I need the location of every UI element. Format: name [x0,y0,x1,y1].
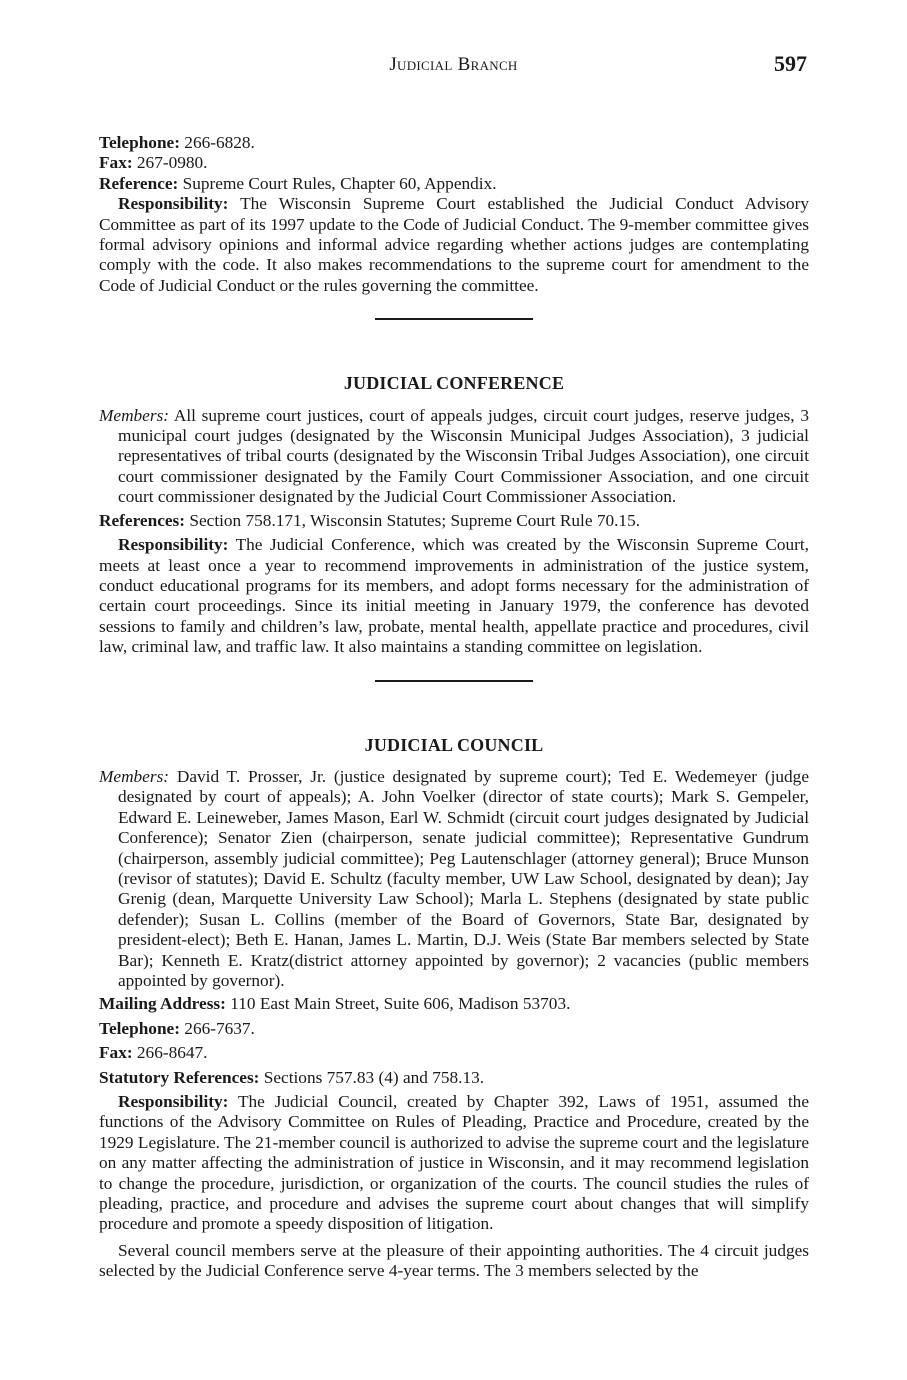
responsibility-label: Responsibility: [118,194,229,214]
mailing-label: Mailing Address: [99,994,226,1014]
fax-value: 266-8647. [132,1043,208,1063]
telephone-value: 266-6828. [179,133,255,152]
council-statutory-references [99,1068,809,1088]
section-heading: JUDICIAL CONFERENCE [343,373,565,394]
responsibility-text: The Judicial Conference, which was created by the Wisconsin Supreme Court, meets at least once a year to recommend improvements in administration of the justice system, conduct educational programs for its members, and adopt forms necessary for the administration of certain court proceedings. Since its initial meeting in January 1979, the conference has devoted sessions to family and children’s law, probate, mental health, appellate practice and procedures, civil law, criminal law, and traffic law. It also maintains a standing committee on legislation. [99,535,809,657]
council-members [99,767,809,991]
responsibility-label: Responsibility: [118,535,229,555]
advisory-responsibility [99,194,809,296]
council-responsibility [99,1092,809,1235]
advisory-reference [99,174,809,194]
references-value: Section 758.171, Wisconsin Statutes; Supreme Court Rule 70.15. [185,510,641,530]
council-mailing-address [99,994,809,1014]
responsibility-text: The Wisconsin Supreme Court established the Judicial Conduct Advisory Committee as part of its 1997 update to the Code of Judicial Conduct. The 9-member committee gives formal advisory opinions and informal advice regarding whether actions judges are contemplating comply with the code. It also makes recommendations to the supreme court for amendment to the Code of Judicial Conduct or the rules governing the committee. [99,194,809,295]
reference-label: Reference: [99,173,179,193]
section-heading: JUDICIAL COUNCIL [364,734,544,755]
conference-references [99,511,809,531]
telephone-label: Telephone: [99,1018,180,1038]
mailing-value: 110 East Main Street, Suite 606, Madison 53703. [225,994,571,1014]
fax-label: Fax: [99,153,133,173]
references-label: References: [99,510,186,530]
running-head [0,51,907,84]
telephone-label: Telephone: [99,133,180,152]
members-text: All supreme court justices, court of appeals judges, circuit court judges, reserve judges, 3 municipal court judges (designated by the Wisconsin Municipal Judges Association), 3 judicial representatives of tribal courts (designated by the Wisconsin Tribal Judges Association), one circuit court commissioner designated by the Family Court Commissioner Association, and one circuit court commissioner designated by the Judicial Court Commissioner Association. [118,405,809,507]
responsibility-text: The Judicial Council, created by Chapter 392, Laws of 1951, assumed the functions of the Advisory Committee on Rules of Pleading, Practice and Procedure, created by the 1929 Legislature. The 21-member council is authorized to advise the supreme court and the legislature on any matter affecting the administration of justice in Wisconsin, and it may recommend legislation to change the procedure, jurisdiction, or organization of the courts. The council studies the rules of pleading, practice, and procedure and advises the supreme court about changes that will simplify procedure and promote a speedy disposition of litigation. [99,1092,809,1234]
statutory-label: Statutory References: [99,1067,260,1087]
advisory-committee-section [99,133,809,320]
members-label: Members: [99,766,170,786]
advisory-fax [99,153,809,173]
statutory-value: Sections 757.83 (4) and 758.13. [259,1067,485,1087]
council-continuation: Several council members serve at the pleasure of their appointing authorities. The 4 circuit judges selected by the Judicial Conference serve 4-year terms. The 3 members selected by the [99,1240,809,1281]
page-body [99,133,809,1282]
advisory-telephone [99,133,809,153]
telephone-value: 266-7637. [179,1018,255,1038]
reference-value: Supreme Court Rules, Chapter 60, Appendix. [178,173,497,193]
judicial-conference-section [99,373,809,681]
section-divider [375,318,533,320]
responsibility-label: Responsibility: [118,1092,229,1112]
members-text: David T. Prosser, Jr. (justice designated by supreme court); Ted E. Wedemeyer (judge designated by court of appeals); A. John Voelker (director of state courts); Mark S. Gempeler, Edward E. Leineweber, James Mason, Earl W. Schmidt (circuit court judges designated by Judicial Conference); Senator Zien (chairperson, senate judicial committee); Representative Gundrum (chairperson, assembly judicial committee); Peg Lautenschlager (attorney general); Bruce Munson (revisor of statutes); David E. Schultz (faculty member, UW Law School, designated by dean); Jay Grenig (dean, Marquette University Law School); Marla L. Stephens (designated by state public defender); Susan L. Collins (member of the Board of Governors, State Bar, designated by president-elect); Beth E. Hanan, James L. Martin, D.J. Weis (State Bar members selected by State Bar); Kenneth E. Kratz(district attorney appointed by governor); 2 vacancies (public members appointed by governor). [118,766,809,990]
fax-value: 267-0980. [132,153,208,173]
fax-label: Fax: [99,1043,133,1063]
running-title: Judicial Branch [389,54,518,75]
council-telephone [99,1019,809,1039]
judicial-council-section [99,735,809,1282]
section-divider [375,680,533,682]
council-fax [99,1043,809,1063]
members-label: Members: [99,405,170,425]
conference-responsibility [99,535,809,657]
page-number: 597 [774,51,807,76]
conference-members [99,406,809,508]
